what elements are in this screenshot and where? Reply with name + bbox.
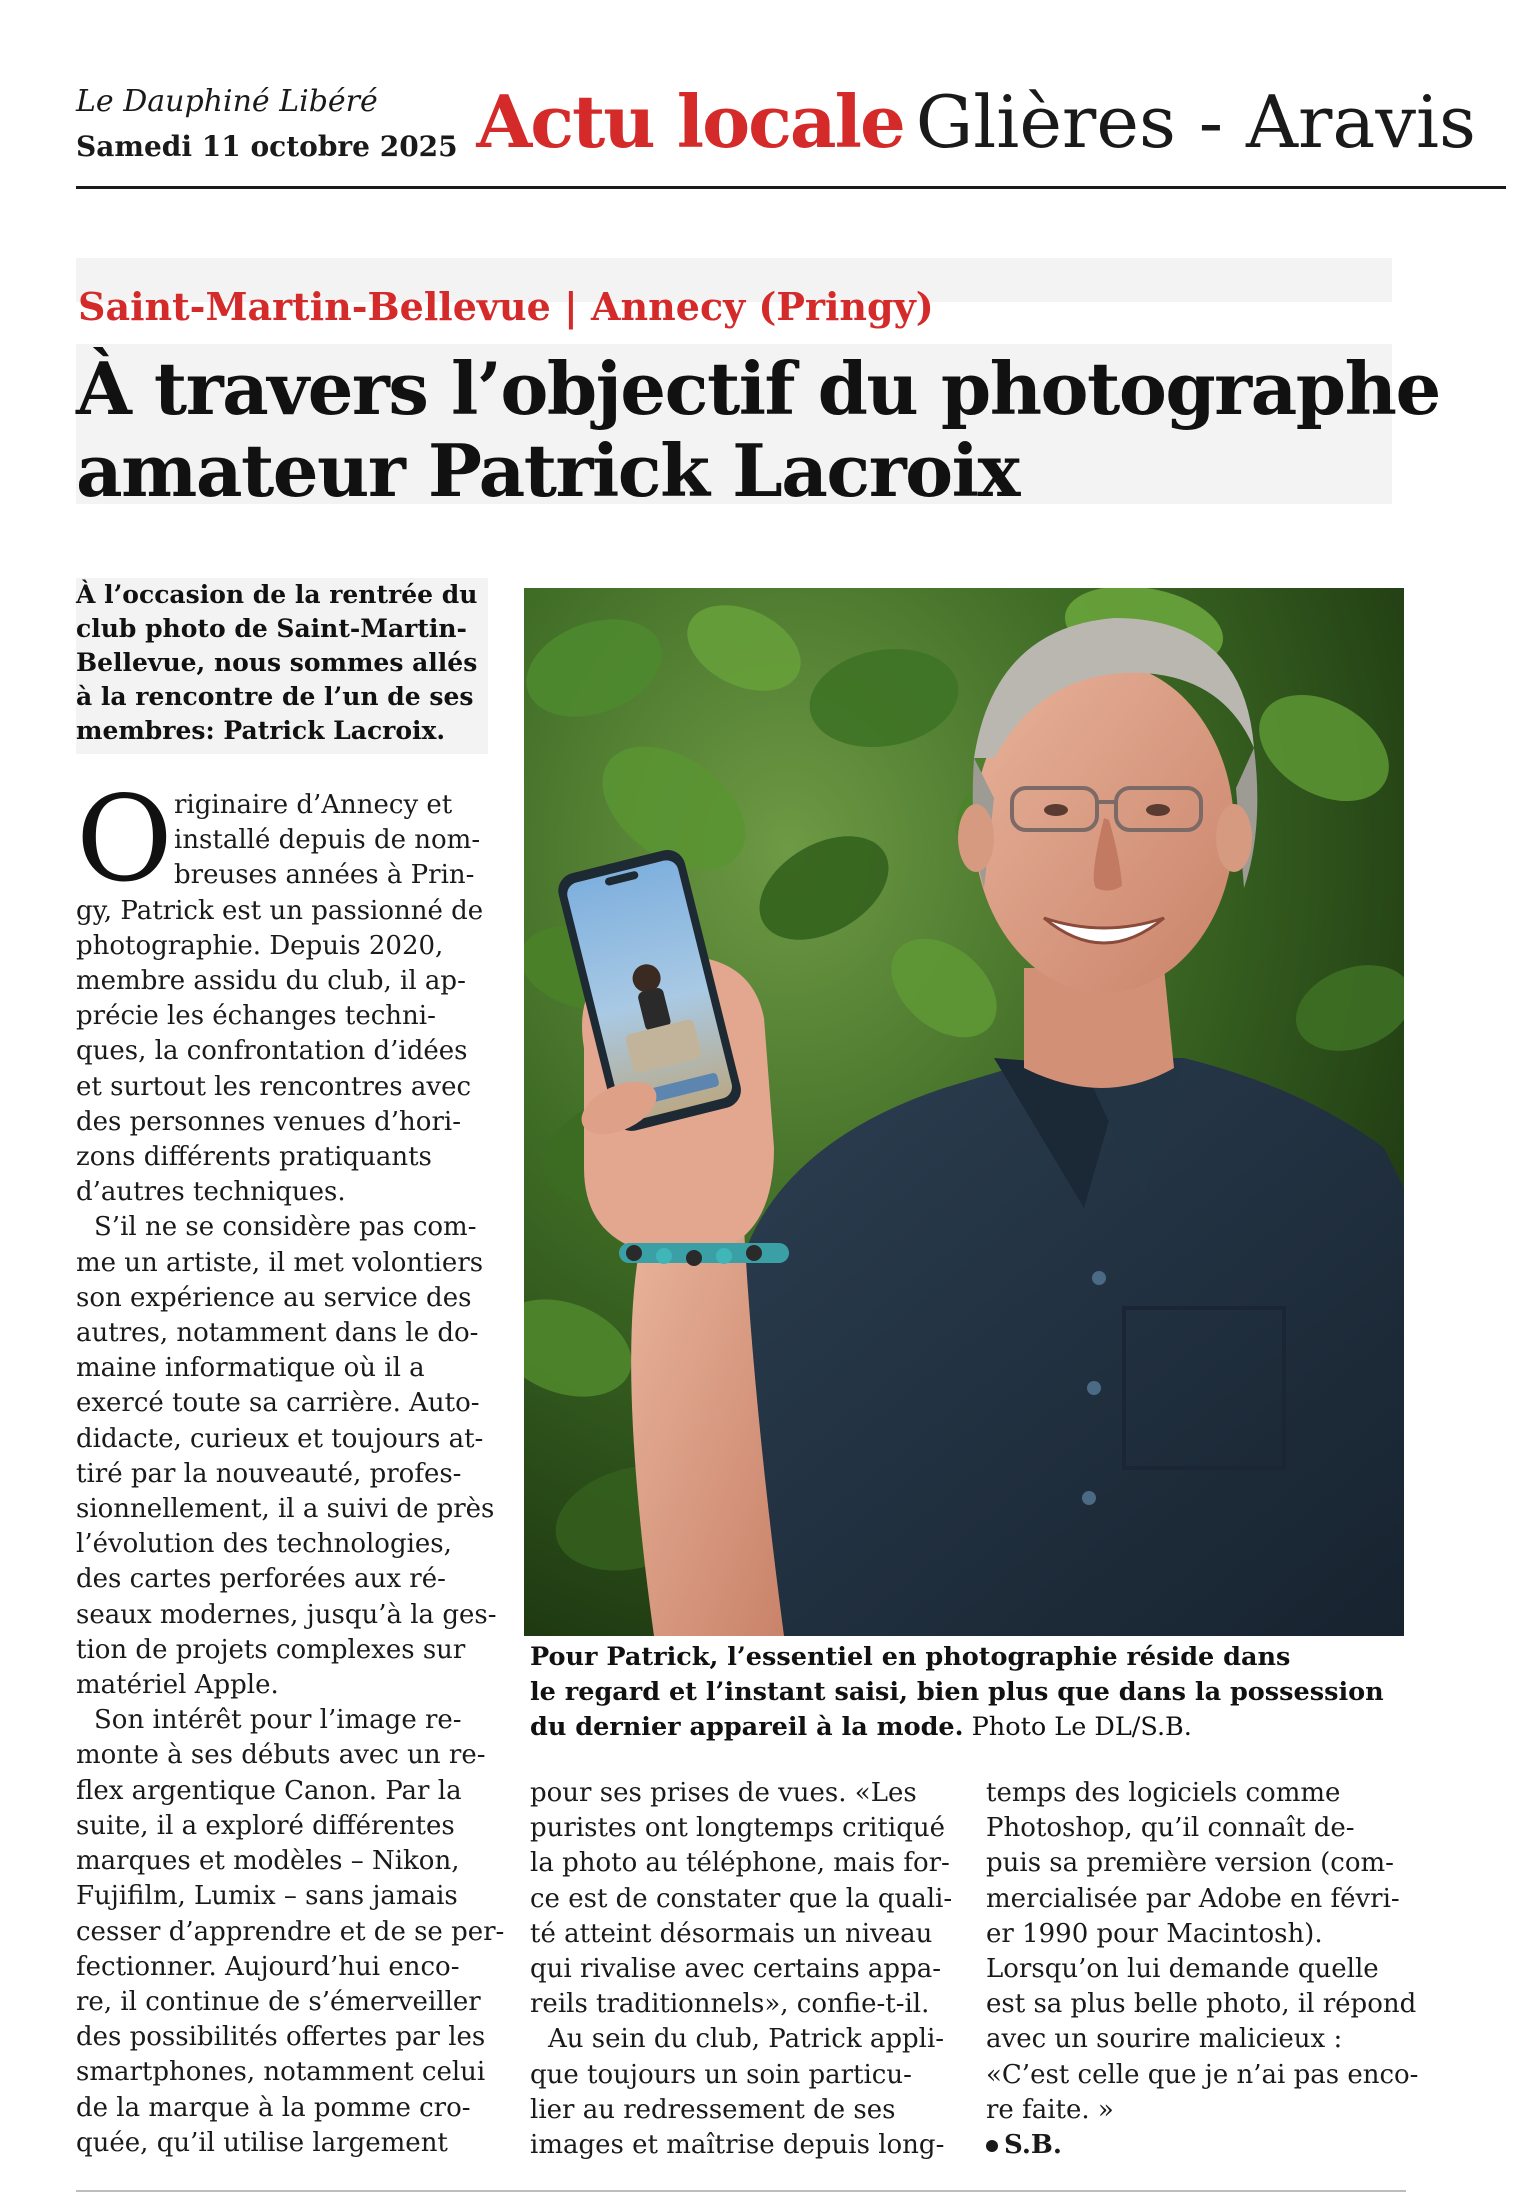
- body-line: la photo au téléphone, mais for-: [530, 1848, 950, 1879]
- page-bottom-rule: [76, 2190, 1406, 2192]
- intro-line: membres: Patrick Lacroix.: [76, 716, 446, 745]
- publication-name: Le Dauphiné Libéré: [76, 84, 378, 119]
- body-line: ce est de constater que la quali-: [530, 1883, 953, 1914]
- body-line: puristes ont longtemps critiqué: [530, 1813, 945, 1844]
- body-line: ques, la confrontation d’idées: [76, 1036, 468, 1067]
- body-line: d’autres techniques.: [76, 1177, 346, 1208]
- intro-line: à la rencontre de l’un de ses: [76, 682, 474, 711]
- body-line: exercé toute sa carrière. Auto-: [76, 1388, 480, 1419]
- body-line: de la marque à la pomme cro-: [76, 2092, 471, 2123]
- body-line: marques et modèles – Nikon,: [76, 1846, 460, 1877]
- body-line: S’il ne se considère pas com-: [94, 1212, 477, 1243]
- body-line: er 1990 pour Macintosh).: [986, 1918, 1323, 1949]
- headline-line: À travers l’objectif du photographe: [76, 346, 1440, 431]
- body-column-1: [76, 788, 505, 2161]
- body-line: est sa plus belle photo, il répond: [986, 1989, 1417, 2020]
- intro-line: Bellevue, nous sommes allés: [76, 648, 478, 677]
- body-line: avec un sourire malicieux :: [986, 2024, 1343, 2055]
- body-line: re, il continue de s’émerveiller: [76, 1986, 481, 2017]
- body-line: précie les échanges techni-: [76, 1001, 436, 1032]
- body-line: gy, Patrick est un passionné de: [76, 895, 484, 926]
- body-line: riginaire d’Annecy et: [174, 790, 453, 820]
- body-line: Lorsqu’on lui demande quelle: [986, 1954, 1379, 1985]
- intro-line: club photo de Saint-Martin-: [76, 614, 467, 643]
- photo-caption: [530, 1640, 1410, 1745]
- body-line: matériel Apple.: [76, 1670, 279, 1701]
- body-line: et surtout les rencontres avec: [76, 1071, 472, 1102]
- body-line: temps des logiciels comme: [986, 1778, 1341, 1808]
- body-line: té atteint désormais un niveau: [530, 1918, 933, 1949]
- body-line: Fujifilm, Lumix – sans jamais: [76, 1881, 458, 1912]
- body-line: me un artiste, il met volontiers: [76, 1247, 484, 1278]
- body-line: sionnellement, il a suivi de près: [76, 1494, 495, 1525]
- body-line: que toujours un soin particu-: [530, 2059, 912, 2090]
- body-line: autres, notamment dans le do-: [76, 1318, 479, 1349]
- body-line: Son intérêt pour l’image re-: [94, 1705, 462, 1736]
- body-line: breuses années à Prin-: [174, 860, 475, 891]
- section-secondary: Glières - Aravis: [915, 80, 1476, 164]
- body-line: didacte, curieux et toujours at-: [76, 1423, 484, 1454]
- bullet-icon: [986, 2140, 998, 2152]
- body-line: suite, il a exploré différentes: [76, 1810, 455, 1841]
- body-line: puis sa première version (com-: [986, 1848, 1394, 1879]
- article-kicker: Saint-Martin-Bellevue | Annecy (Pringy): [78, 284, 934, 329]
- intro-line: À l’occasion de la rentrée du: [76, 580, 478, 609]
- body-line: fectionner. Aujourd’hui enco-: [76, 1951, 460, 1982]
- body-line: seaux modernes, jusqu’à la ges-: [76, 1599, 497, 1630]
- publication-date: Samedi 11 octobre 2025: [76, 130, 458, 163]
- masthead-rule: [76, 186, 1506, 189]
- headline-line: amateur Patrick Lacroix: [76, 428, 1019, 513]
- photo-illustration: [524, 588, 1404, 1636]
- section-title: [476, 79, 1476, 164]
- body-line: flex argentique Canon. Par la: [76, 1775, 462, 1806]
- signature-text: S.B.: [1004, 2130, 1062, 2161]
- drop-cap: O: [76, 770, 173, 908]
- photo-credit: Photo Le DL/S.B.: [971, 1712, 1192, 1742]
- caption-line: le regard et l’instant saisi, bien plus que dans la possession: [530, 1677, 1384, 1707]
- body-line: cesser d’apprendre et de se per-: [76, 1916, 505, 1947]
- section-primary: Actu locale: [476, 79, 904, 164]
- body-line: installé depuis de nom-: [174, 825, 481, 856]
- article-headline: [76, 346, 1440, 513]
- body-line: qui rivalise avec certains appa-: [530, 1954, 941, 1985]
- body-line: des personnes venues d’hori-: [76, 1106, 461, 1137]
- body-line: lier au redressement de ses: [530, 2094, 896, 2125]
- caption-line: du dernier appareil à la mode.: [530, 1712, 964, 1742]
- body-line: mercialisée par Adobe en févri-: [986, 1883, 1400, 1914]
- body-line: «C’est celle que je n’ai pas enco-: [986, 2059, 1419, 2090]
- body-line: des possibilités offertes par les: [76, 2022, 486, 2053]
- body-line: pour ses prises de vues. «Les: [530, 1778, 917, 1808]
- body-column-2: [530, 1776, 960, 2163]
- body-line: Photoshop, qu’il connaît de-: [986, 1813, 1355, 1844]
- body-line: Au sein du club, Patrick appli-: [548, 2024, 945, 2055]
- body-line: zons différents pratiquants: [76, 1142, 432, 1173]
- article-intro: [76, 578, 496, 748]
- body-line: tion de projets complexes sur: [76, 1634, 466, 1665]
- body-line: photographie. Depuis 2020,: [76, 930, 444, 961]
- masthead: [76, 79, 1506, 190]
- body-line: images et maîtrise depuis long-: [530, 2130, 945, 2161]
- body-line: maine informatique où il a: [76, 1353, 425, 1384]
- body-line: smartphones, notamment celui: [76, 2057, 486, 2088]
- body-column-3: [986, 1776, 1419, 2163]
- body-line: reils traditionnels», confie-t-il.: [530, 1989, 930, 2020]
- body-line: son expérience au service des: [76, 1282, 472, 1313]
- caption-line: Pour Patrick, l’essentiel en photographie réside dans: [530, 1642, 1291, 1672]
- body-line: quée, qu’il utilise largement: [76, 2127, 448, 2158]
- body-line: l’évolution des technologies,: [76, 1529, 452, 1560]
- body-line: des cartes perforées aux ré-: [76, 1564, 446, 1595]
- article-photo: [524, 588, 1404, 1636]
- author-signature: [986, 2128, 1416, 2163]
- body-line: re faite. »: [986, 2094, 1114, 2125]
- body-line: membre assidu du club, il ap-: [76, 966, 466, 997]
- body-line: monte à ses débuts avec un re-: [76, 1740, 486, 1771]
- caption-last-line: [530, 1710, 1410, 1745]
- body-line: tiré par la nouveauté, profes-: [76, 1458, 462, 1489]
